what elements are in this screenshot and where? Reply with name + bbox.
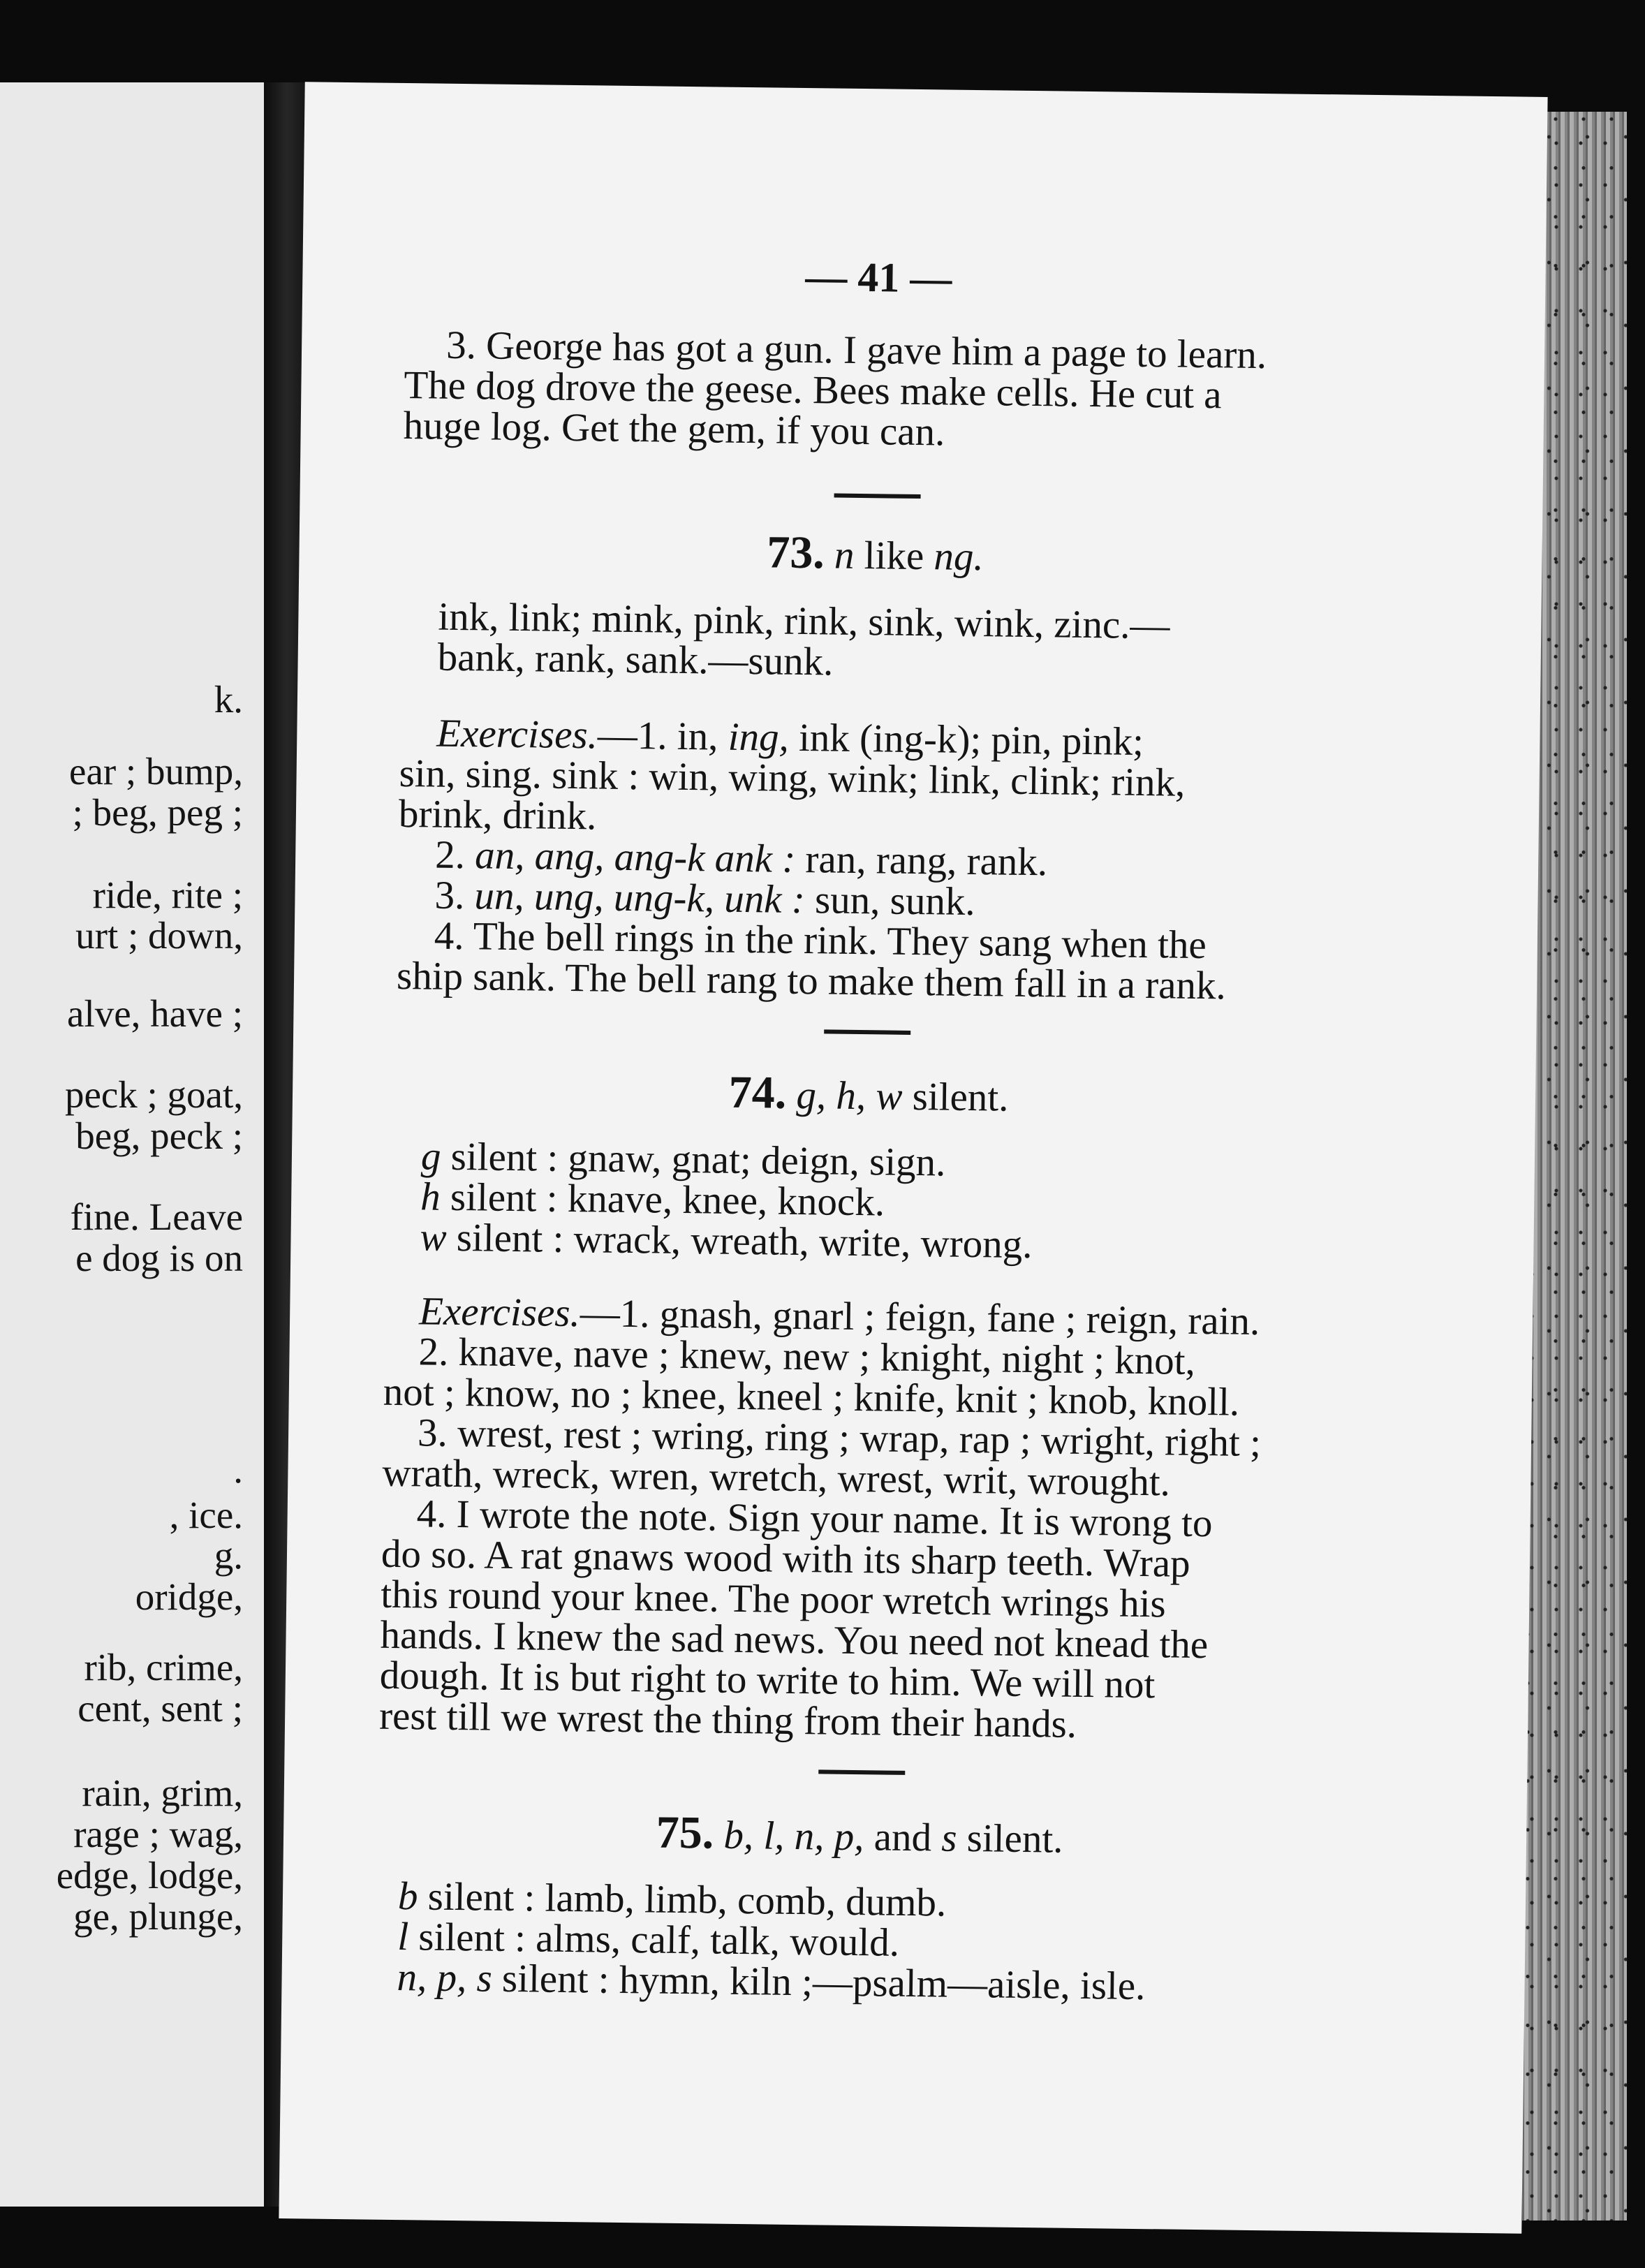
section-divider — [818, 1769, 905, 1775]
section-heading-73 — [386, 525, 1364, 583]
left-fragment: ear ; bump, — [69, 750, 243, 793]
row-words: gnaw, gnat; deign, sign. — [568, 1135, 946, 1185]
exercise-text: sun, sunk. — [814, 878, 976, 925]
exercise-word: in, — [677, 714, 718, 759]
left-fragment: ge, plunge, — [73, 1895, 243, 1938]
left-fragment: cent, sent ; — [78, 1687, 243, 1730]
row-words: knave, knee, knock. — [567, 1176, 885, 1225]
exercise-line: 3. wrest, rest ; wring, ring ; wrap, rap ; wright, right ; — [417, 1411, 1262, 1466]
left-fragment: oridge, — [135, 1575, 243, 1618]
exercise-text: —1. gnash, gnarl ; feign, fane ; reign, rain. — [580, 1291, 1260, 1344]
row-words: wrack, wreath, write, wrong. — [573, 1217, 1033, 1267]
exercise-forms: an, ang, ang-k ank : — [474, 833, 796, 881]
silent-row — [420, 1217, 1033, 1265]
exercise-line: 4. I wrote the note. Sign your name. It is wrong to — [416, 1492, 1213, 1546]
exercise-line: 4. The bell rings in the rink. They sang when the — [434, 913, 1207, 968]
row-words: lamb, limb, comb, dumb. — [545, 1876, 947, 1925]
word-list-line: ink, link; mink, pink, rink, sink, wink, zinc.— — [438, 594, 1170, 648]
exercises-label: Exercises. — [436, 711, 598, 758]
left-fragment: rage ; wag, — [73, 1813, 243, 1855]
row-letter: g — [420, 1134, 441, 1179]
row-label: silent : — [427, 1874, 536, 1920]
exercise-line: do so. A rat gnaws wood with its sharp teeth. Wrap — [381, 1531, 1190, 1586]
heading-letter: s — [940, 1816, 957, 1860]
section-number: 73. — [766, 526, 825, 579]
heading-text: and — [873, 1815, 932, 1860]
left-fragment: k. — [214, 678, 243, 721]
row-letter: h — [420, 1174, 441, 1219]
row-letter: b — [397, 1874, 418, 1919]
exercise-line: rest till we wrest the thing from their hands. — [378, 1693, 1077, 1746]
heading-letter: n — [834, 533, 855, 577]
section-heading-75 — [371, 1806, 1349, 1864]
exercise-line: dough. It is but right to write to him. We will not — [379, 1653, 1156, 1707]
silent-row — [397, 1955, 1146, 2009]
exercise-number: 3. — [434, 873, 465, 918]
left-fragment: ; beg, peg ; — [72, 791, 243, 834]
row-label: silent : — [450, 1134, 559, 1180]
exercise-text: ran, rang, rank. — [805, 837, 1048, 885]
left-fragment: g. — [214, 1534, 243, 1577]
left-fragment: beg, peck ; — [75, 1114, 243, 1157]
row-words: alms, calf, talk, would. — [535, 1916, 900, 1965]
exercise-line: this round your knee. The poor wretch wrings his — [380, 1572, 1167, 1626]
left-fragment: . — [233, 1448, 243, 1491]
exercise-text: ink (ing-k); pin, pink; — [798, 715, 1144, 764]
exercise-number: 2. — [434, 832, 466, 878]
row-label: silent : — [418, 1915, 526, 1961]
exercise-line: brink, drink. — [398, 791, 597, 839]
exercises-label: Exercises. — [418, 1289, 581, 1336]
heading-letters: g, h, w — [796, 1073, 903, 1119]
section-number: 74. — [728, 1066, 787, 1119]
left-fragment: ride, rite ; — [92, 874, 243, 916]
row-letter: l — [397, 1915, 409, 1959]
right-page — [279, 82, 1547, 2234]
text-block — [367, 83, 1370, 2190]
exercise-number: —1. — [597, 713, 668, 758]
heading-letters: b, l, n, p, — [723, 1813, 864, 1860]
word-list-line: bank, rank, sank.—sunk. — [437, 635, 834, 684]
left-page — [0, 82, 266, 2207]
exercise-line: hands. I knew the sad news. You need not knead the — [380, 1612, 1209, 1667]
exercise-line: not ; know, no ; knee, kneel ; knife, knit ; knob, knoll. — [383, 1369, 1240, 1424]
row-label: silent : — [450, 1174, 558, 1221]
exercise-word: ing, — [728, 714, 790, 760]
left-fragment: alve, have ; — [67, 992, 243, 1035]
left-fragment: rib, crime, — [84, 1646, 243, 1688]
exercise-forms: un, ung, ung-k, unk : — [474, 874, 806, 922]
left-fragment: peck ; goat, — [64, 1073, 243, 1116]
section-divider — [824, 1029, 910, 1035]
heading-text: silent. — [912, 1074, 1009, 1120]
intro-line: The dog drove the geese. Bees make cells. He cut a — [404, 363, 1222, 418]
section-heading-74 — [380, 1066, 1358, 1124]
exercise-line: ship sank. The bell rang to make them fall in a rank. — [396, 953, 1227, 1008]
left-fragment: fine. Leave — [70, 1195, 243, 1238]
intro-line: huge log. Get the gem, if you can. — [403, 404, 945, 455]
heading-text: like — [864, 533, 924, 579]
left-fragment: rain, grim, — [82, 1772, 243, 1814]
heading-sound: ng. — [934, 534, 984, 580]
intro-line: 3. George has got a gun. I gave him a page to learn. — [445, 323, 1267, 378]
exercise-line: sin, sing. sink : win, wing, wink; link, clink; rink, — [399, 751, 1186, 805]
left-fragment: edge, lodge, — [56, 1854, 243, 1897]
left-fragment: e dog is on — [75, 1237, 243, 1279]
heading-text: silent. — [966, 1816, 1063, 1862]
left-fragment: , ice. — [169, 1494, 243, 1536]
row-letter: n, p, s — [397, 1955, 493, 2001]
row-label: silent : — [501, 1956, 610, 2002]
row-letter: w — [420, 1215, 447, 1260]
section-number: 75. — [656, 1806, 714, 1859]
exercise-line: 2. knave, nave ; knew, new ; knight, night ; knot, — [418, 1330, 1196, 1383]
row-words: hymn, kiln ;—psalm—aisle, isle. — [619, 1957, 1146, 2009]
exercise-line: wrath, wreck, wren, wretch, wrest, writ, wrought. — [382, 1450, 1171, 1505]
row-label: silent : — [456, 1216, 564, 1261]
page-number: — 41 — — [805, 253, 952, 302]
left-fragment: urt ; down, — [75, 914, 243, 957]
section-divider — [834, 494, 921, 499]
